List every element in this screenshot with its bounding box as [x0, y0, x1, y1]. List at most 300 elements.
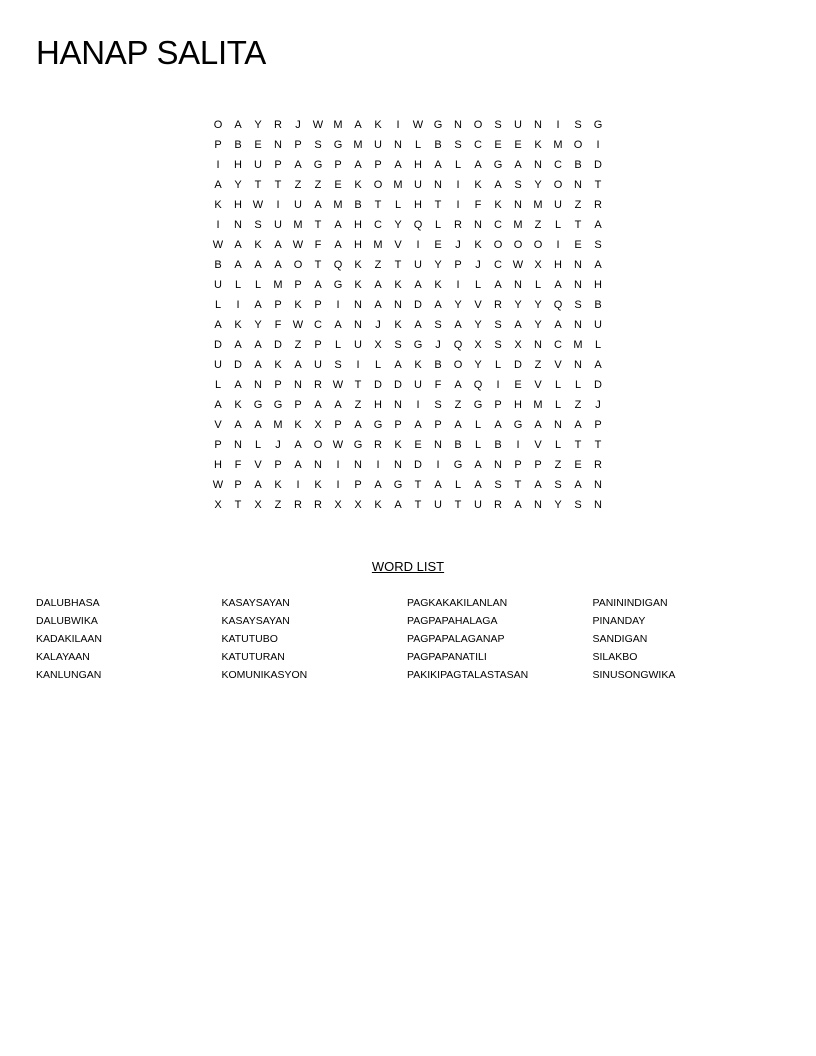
- grid-letter: U: [414, 179, 422, 191]
- grid-letter: Y: [434, 259, 442, 271]
- grid-letter: P: [454, 259, 462, 271]
- grid-letter: K: [374, 119, 382, 131]
- grid-letter: P: [534, 459, 542, 471]
- grid-letter: P: [294, 279, 302, 291]
- grid-letter: R: [314, 379, 322, 391]
- grid-letter: I: [276, 199, 280, 211]
- grid-letter: K: [254, 239, 262, 251]
- grid-letter: D: [414, 459, 422, 471]
- grid-letter: A: [214, 399, 222, 411]
- grid-letter: P: [334, 419, 342, 431]
- word-list-item: PAKIKIPAGTALASTASAN: [407, 669, 529, 681]
- grid-letter: H: [234, 159, 242, 171]
- grid-letter: P: [394, 419, 402, 431]
- grid-letter: N: [574, 319, 582, 331]
- grid-letter: Y: [474, 319, 482, 331]
- grid-letter: I: [296, 479, 300, 491]
- grid-letter: G: [593, 119, 603, 131]
- grid-letter: F: [474, 199, 482, 211]
- grid-letter: A: [394, 499, 402, 511]
- word-list-item: SANDIGAN: [592, 633, 648, 645]
- grid-letter: L: [534, 279, 542, 291]
- grid-letter: M: [513, 219, 523, 231]
- grid-letter: S: [434, 319, 442, 331]
- grid-letter: A: [514, 159, 522, 171]
- grid-letter: Q: [413, 219, 423, 231]
- grid-letter: N: [574, 179, 582, 191]
- grid-letter: M: [273, 419, 283, 431]
- grid-letter: P: [594, 419, 602, 431]
- word-list: [36, 594, 780, 684]
- grid-letter: U: [374, 139, 382, 151]
- grid-letter: D: [394, 379, 402, 391]
- grid-letter: A: [314, 399, 322, 411]
- word-list-item: PAGPAPAHALAGA: [407, 615, 498, 627]
- grid-letter: J: [475, 259, 481, 271]
- word-list-item: KADAKILAAN: [36, 633, 102, 645]
- grid-letter: A: [214, 319, 222, 331]
- grid-letter: H: [214, 459, 222, 471]
- grid-letter: W: [332, 439, 344, 451]
- grid-letter: R: [454, 219, 462, 231]
- grid-letter: N: [534, 119, 542, 131]
- grid-letter: A: [234, 259, 242, 271]
- word-list-item: KATUTURAN: [221, 651, 285, 663]
- grid-row: [208, 195, 608, 215]
- grid-letter: K: [394, 279, 402, 291]
- grid-letter: A: [334, 239, 342, 251]
- grid-letter: W: [252, 199, 264, 211]
- grid-letter: C: [314, 319, 322, 331]
- grid-letter: V: [214, 419, 222, 431]
- grid-letter: N: [434, 179, 442, 191]
- grid-letter: A: [254, 359, 262, 371]
- word-list-item: SINUSONGWIKA: [592, 669, 676, 681]
- grid-letter: A: [434, 159, 442, 171]
- grid-letter: R: [494, 299, 502, 311]
- grid-letter: X: [374, 339, 382, 351]
- grid-letter: I: [336, 299, 340, 311]
- grid-letter: K: [274, 359, 282, 371]
- grid-letter: A: [334, 319, 342, 331]
- grid-letter: N: [514, 279, 522, 291]
- grid-letter: G: [373, 419, 383, 431]
- grid-letter: P: [274, 379, 282, 391]
- grid-row: [208, 135, 608, 155]
- word-search-grid: [208, 115, 608, 515]
- grid-letter: X: [534, 259, 542, 271]
- grid-letter: U: [554, 199, 562, 211]
- grid-letter: N: [534, 499, 542, 511]
- grid-letter: N: [554, 419, 562, 431]
- grid-letter: M: [293, 219, 303, 231]
- grid-letter: G: [413, 339, 423, 351]
- grid-letter: A: [554, 319, 562, 331]
- grid-letter: A: [594, 359, 602, 371]
- grid-row: [208, 495, 608, 515]
- grid-row: [208, 255, 608, 275]
- grid-letter: M: [393, 179, 403, 191]
- grid-letter: H: [354, 239, 362, 251]
- grid-letter: A: [274, 239, 282, 251]
- grid-letter: P: [314, 299, 322, 311]
- grid-letter: E: [514, 139, 522, 151]
- word-list-item: PAGPAPANATILI: [407, 651, 487, 663]
- grid-letter: L: [494, 359, 502, 371]
- grid-letter: K: [294, 299, 302, 311]
- grid-letter: A: [474, 159, 482, 171]
- grid-letter: S: [454, 139, 462, 151]
- grid-letter: T: [234, 499, 242, 511]
- grid-letter: C: [494, 219, 502, 231]
- grid-letter: Q: [333, 259, 343, 271]
- grid-letter: S: [594, 239, 602, 251]
- grid-letter: O: [513, 239, 523, 251]
- grid-letter: T: [414, 479, 422, 491]
- grid-letter: A: [454, 379, 462, 391]
- grid-letter: L: [454, 159, 462, 171]
- grid-letter: H: [354, 219, 362, 231]
- grid-letter: O: [213, 119, 223, 131]
- grid-letter: L: [474, 439, 482, 451]
- grid-letter: Z: [274, 499, 282, 511]
- grid-letter: U: [414, 259, 422, 271]
- word-list-item: SILAKBO: [592, 651, 638, 663]
- grid-letter: Z: [574, 199, 582, 211]
- grid-letter: R: [294, 499, 302, 511]
- grid-letter: K: [234, 399, 242, 411]
- grid-letter: S: [334, 359, 342, 371]
- grid-letter: V: [474, 299, 482, 311]
- grid-letter: A: [554, 279, 562, 291]
- grid-letter: N: [594, 479, 602, 491]
- grid-letter: J: [435, 339, 441, 351]
- grid-letter: B: [354, 199, 362, 211]
- grid-letter: A: [334, 399, 342, 411]
- grid-letter: A: [574, 479, 582, 491]
- grid-letter: Q: [473, 379, 483, 391]
- grid-letter: I: [336, 459, 340, 471]
- grid-letter: F: [434, 379, 442, 391]
- grid-letter: N: [534, 339, 542, 351]
- grid-letter: E: [514, 379, 522, 391]
- grid-letter: V: [394, 239, 402, 251]
- grid-letter: K: [214, 199, 222, 211]
- grid-letter: T: [574, 439, 582, 451]
- grid-letter: X: [354, 499, 362, 511]
- grid-letter: B: [574, 159, 582, 171]
- grid-row: [208, 355, 608, 375]
- grid-letter: K: [354, 179, 362, 191]
- grid-letter: O: [453, 359, 463, 371]
- grid-letter: S: [494, 479, 502, 491]
- grid-letter: M: [333, 119, 343, 131]
- grid-letter: S: [554, 479, 562, 491]
- grid-letter: Y: [534, 299, 542, 311]
- grid-letter: R: [594, 199, 602, 211]
- grid-letter: E: [334, 179, 342, 191]
- grid-row: [208, 175, 608, 195]
- grid-letter: A: [314, 279, 322, 291]
- word-list-item: KASAYSAYAN: [221, 615, 290, 627]
- grid-letter: H: [514, 399, 522, 411]
- grid-letter: G: [353, 439, 363, 451]
- grid-letter: Z: [374, 259, 382, 271]
- grid-letter: T: [434, 199, 442, 211]
- grid-letter: I: [456, 199, 460, 211]
- grid-letter: V: [254, 459, 262, 471]
- grid-letter: Z: [574, 399, 582, 411]
- grid-row: [208, 415, 608, 435]
- grid-letter: I: [556, 239, 560, 251]
- grid-letter: L: [214, 299, 222, 311]
- grid-letter: E: [574, 459, 582, 471]
- grid-letter: W: [212, 479, 224, 491]
- grid-letter: I: [396, 119, 400, 131]
- grid-letter: Z: [454, 399, 462, 411]
- grid-letter: I: [556, 119, 560, 131]
- grid-letter: C: [474, 139, 482, 151]
- grid-letter: U: [254, 159, 262, 171]
- grid-letter: U: [414, 379, 422, 391]
- grid-letter: D: [214, 339, 222, 351]
- grid-letter: A: [234, 379, 242, 391]
- grid-letter: P: [294, 139, 302, 151]
- grid-letter: B: [594, 299, 602, 311]
- grid-letter: K: [534, 139, 542, 151]
- grid-letter: N: [354, 319, 362, 331]
- grid-letter: A: [374, 479, 382, 491]
- grid-letter: Z: [534, 359, 542, 371]
- grid-letter: Y: [234, 179, 242, 191]
- grid-letter: P: [274, 299, 282, 311]
- grid-letter: T: [314, 259, 322, 271]
- grid-letter: U: [354, 339, 362, 351]
- grid-letter: L: [474, 279, 482, 291]
- page-title: HANAP SALITA: [36, 34, 266, 71]
- grid-letter: Y: [254, 319, 262, 331]
- grid-row: [208, 435, 608, 455]
- grid-letter: K: [394, 439, 402, 451]
- grid-letter: A: [294, 459, 302, 471]
- grid-letter: L: [254, 439, 262, 451]
- grid-letter: N: [394, 139, 402, 151]
- grid-letter: T: [594, 179, 602, 191]
- grid-letter: I: [436, 459, 440, 471]
- grid-letter: N: [294, 379, 302, 391]
- grid-letter: A: [334, 219, 342, 231]
- grid-letter: G: [493, 159, 503, 171]
- grid-letter: N: [574, 359, 582, 371]
- grid-letter: P: [314, 339, 322, 351]
- grid-letter: G: [253, 399, 263, 411]
- grid-letter: W: [212, 239, 224, 251]
- word-list-item: PANININDIGAN: [592, 597, 668, 609]
- grid-letter: B: [494, 439, 502, 451]
- grid-letter: A: [234, 119, 242, 131]
- grid-letter: L: [574, 379, 582, 391]
- grid-letter: O: [313, 439, 323, 451]
- grid-letter: S: [394, 339, 402, 351]
- grid-letter: P: [334, 159, 342, 171]
- grid-letter: A: [474, 479, 482, 491]
- grid-letter: V: [554, 359, 562, 371]
- grid-letter: Y: [454, 299, 462, 311]
- grid-row: [208, 335, 608, 355]
- grid-letter: G: [473, 399, 483, 411]
- grid-letter: T: [394, 259, 402, 271]
- word-list-item: PAGKAKAKILANLAN: [407, 597, 508, 609]
- grid-letter: P: [294, 399, 302, 411]
- grid-letter: W: [292, 239, 304, 251]
- grid-letter: O: [293, 259, 303, 271]
- grid-letter: I: [216, 219, 220, 231]
- grid-letter: Z: [314, 179, 322, 191]
- grid-letter: I: [416, 239, 420, 251]
- grid-letter: R: [374, 439, 382, 451]
- grid-letter: D: [514, 359, 522, 371]
- grid-letter: A: [594, 259, 602, 271]
- grid-letter: M: [533, 199, 543, 211]
- grid-letter: O: [573, 139, 583, 151]
- grid-row: [208, 295, 608, 315]
- grid-row: [208, 375, 608, 395]
- grid-letter: L: [454, 479, 462, 491]
- grid-letter: D: [374, 379, 382, 391]
- grid-row: [208, 155, 608, 175]
- grid-letter: U: [434, 499, 442, 511]
- grid-letter: U: [314, 359, 322, 371]
- grid-letter: Y: [514, 299, 522, 311]
- grid-letter: A: [294, 359, 302, 371]
- grid-letter: U: [294, 199, 302, 211]
- grid-letter: G: [433, 119, 443, 131]
- grid-letter: F: [314, 239, 322, 251]
- grid-row: [208, 115, 608, 135]
- grid-letter: G: [333, 279, 343, 291]
- grid-row: [208, 275, 608, 295]
- grid-letter: K: [494, 199, 502, 211]
- grid-row: [208, 395, 608, 415]
- grid-letter: S: [514, 179, 522, 191]
- grid-letter: I: [376, 459, 380, 471]
- grid-letter: A: [214, 179, 222, 191]
- grid-letter: P: [234, 479, 242, 491]
- grid-letter: L: [554, 399, 562, 411]
- grid-letter: I: [456, 279, 460, 291]
- grid-letter: N: [434, 439, 442, 451]
- grid-letter: A: [394, 359, 402, 371]
- grid-letter: Z: [294, 179, 302, 191]
- grid-letter: L: [594, 339, 602, 351]
- grid-letter: S: [254, 219, 262, 231]
- grid-letter: A: [354, 419, 362, 431]
- grid-letter: Z: [294, 339, 302, 351]
- grid-letter: A: [454, 319, 462, 331]
- grid-letter: A: [534, 419, 542, 431]
- grid-letter: H: [594, 279, 602, 291]
- grid-letter: K: [354, 259, 362, 271]
- grid-letter: K: [294, 419, 302, 431]
- grid-letter: P: [354, 479, 362, 491]
- grid-letter: O: [493, 239, 503, 251]
- grid-letter: T: [514, 479, 522, 491]
- grid-letter: D: [594, 379, 602, 391]
- grid-letter: Z: [354, 399, 362, 411]
- grid-letter: A: [514, 319, 522, 331]
- grid-letter: U: [214, 359, 222, 371]
- grid-letter: X: [514, 339, 522, 351]
- grid-letter: N: [354, 299, 362, 311]
- grid-letter: L: [374, 359, 382, 371]
- grid-letter: I: [496, 379, 500, 391]
- grid-letter: P: [374, 159, 382, 171]
- grid-letter: T: [574, 219, 582, 231]
- grid-letter: N: [354, 459, 362, 471]
- grid-letter: D: [414, 299, 422, 311]
- word-list-item: PAGPAPALAGANAP: [407, 633, 505, 645]
- grid-letter: I: [516, 439, 520, 451]
- grid-row: [208, 215, 608, 235]
- grid-letter: K: [434, 279, 442, 291]
- grid-letter: J: [595, 399, 601, 411]
- grid-letter: A: [414, 319, 422, 331]
- grid-letter: M: [573, 339, 583, 351]
- grid-letter: N: [574, 279, 582, 291]
- grid-letter: T: [454, 499, 462, 511]
- grid-letter: I: [596, 139, 600, 151]
- grid-letter: S: [574, 299, 582, 311]
- grid-letter: A: [274, 259, 282, 271]
- grid-letter: S: [494, 339, 502, 351]
- grid-letter: L: [334, 339, 342, 351]
- grid-letter: P: [214, 439, 222, 451]
- grid-letter: B: [434, 139, 442, 151]
- grid-letter: A: [354, 119, 362, 131]
- grid-letter: P: [514, 459, 522, 471]
- grid-letter: I: [336, 479, 340, 491]
- grid-letter: L: [414, 139, 422, 151]
- grid-letter: I: [456, 179, 460, 191]
- grid-letter: N: [314, 459, 322, 471]
- grid-letter: D: [274, 339, 282, 351]
- grid-letter: N: [454, 119, 462, 131]
- grid-letter: T: [354, 379, 362, 391]
- word-list-heading: WORD LIST: [371, 559, 445, 574]
- grid-letter: M: [533, 399, 543, 411]
- grid-letter: W: [512, 259, 524, 271]
- grid-letter: A: [494, 279, 502, 291]
- grid-letter: A: [474, 459, 482, 471]
- grid-letter: L: [554, 379, 562, 391]
- word-list-item: KALAYAAN: [36, 651, 90, 663]
- grid-letter: C: [554, 339, 562, 351]
- grid-letter: A: [414, 419, 422, 431]
- grid-letter: A: [254, 419, 262, 431]
- grid-letter: T: [594, 439, 602, 451]
- grid-letter: O: [373, 179, 383, 191]
- grid-letter: N: [394, 459, 402, 471]
- grid-letter: K: [354, 279, 362, 291]
- grid-letter: A: [294, 159, 302, 171]
- grid-letter: A: [454, 419, 462, 431]
- grid-letter: S: [494, 319, 502, 331]
- grid-letter: Y: [554, 499, 562, 511]
- grid-letter: L: [554, 219, 562, 231]
- grid-letter: H: [414, 199, 422, 211]
- grid-letter: W: [312, 119, 324, 131]
- grid-letter: H: [234, 199, 242, 211]
